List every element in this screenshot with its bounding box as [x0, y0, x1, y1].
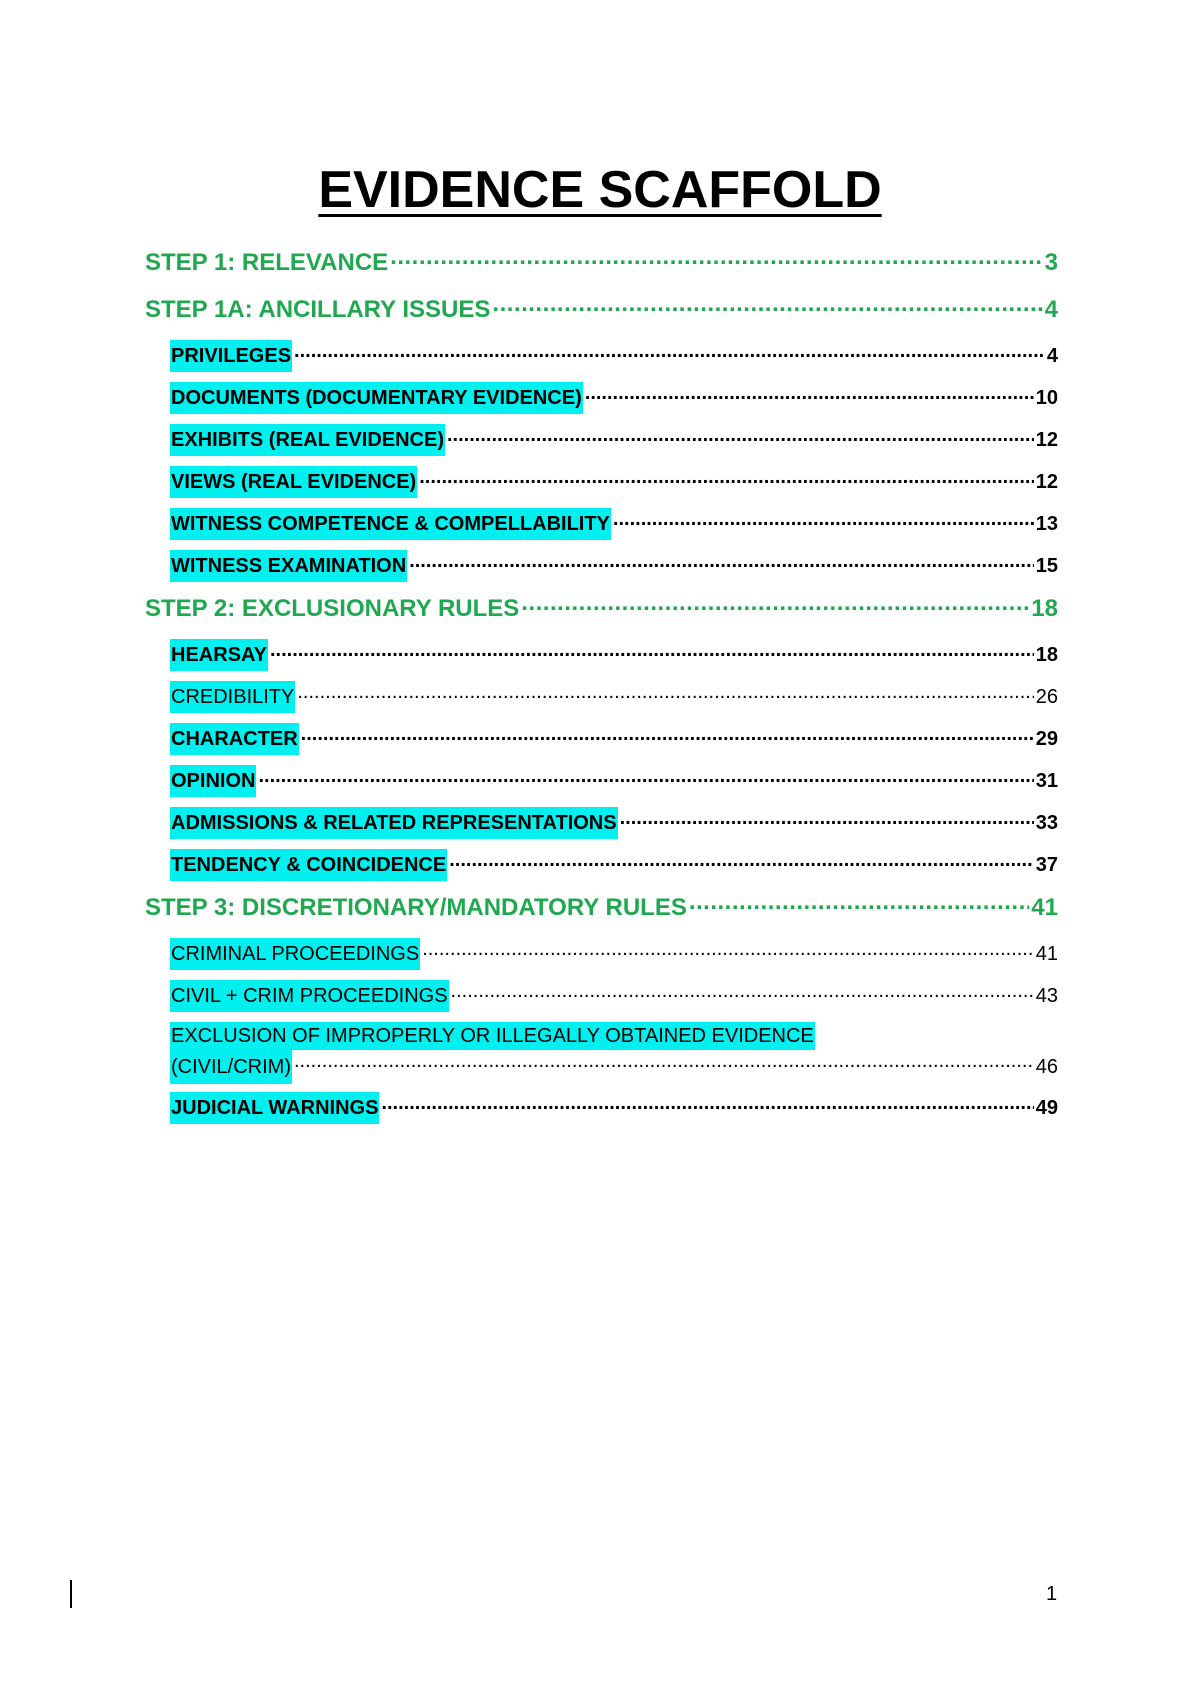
- toc-leader: [447, 426, 1034, 446]
- toc-leader: [258, 767, 1033, 787]
- toc-page-number: 46: [1035, 1056, 1058, 1078]
- document-title-text: EVIDENCE SCAFFOLD: [318, 161, 882, 219]
- toc-page-number: 26: [1035, 686, 1058, 708]
- toc-item-label-line1: EXCLUSION OF IMPROPERLY OR ILLEGALLY OBTAINED EVIDENCE: [170, 1022, 815, 1050]
- toc-page-number: 41: [1031, 894, 1058, 921]
- toc-leader: [422, 940, 1034, 960]
- toc-page-number: 4: [1046, 345, 1058, 367]
- toc-item-civil-crim-proceedings[interactable]: [145, 980, 1058, 1022]
- toc-item-exhibits[interactable]: [145, 424, 1058, 466]
- toc-item-documents[interactable]: [145, 382, 1058, 424]
- table-of-contents: [145, 246, 1058, 1134]
- toc-heading-label: STEP 1A: ANCILLARY ISSUES: [145, 296, 491, 323]
- toc-page-number: 33: [1035, 812, 1058, 834]
- footer-page-number: 1: [1046, 1583, 1058, 1605]
- toc-leader: [689, 891, 1029, 915]
- toc-heading-step1a[interactable]: [145, 293, 1058, 340]
- toc-leader: [270, 641, 1034, 661]
- toc-item-label: WITNESS COMPETENCE & COMPELLABILITY: [170, 508, 611, 540]
- toc-leader: [451, 982, 1034, 1002]
- toc-page-number: 41: [1035, 943, 1058, 965]
- toc-heading-label: STEP 2: EXCLUSIONARY RULES: [145, 595, 520, 622]
- toc-page-number: 43: [1035, 985, 1058, 1007]
- toc-item-views[interactable]: [145, 466, 1058, 508]
- toc-page-number: 12: [1035, 471, 1058, 493]
- toc-leader: [297, 683, 1033, 703]
- toc-item-privileges[interactable]: [145, 340, 1058, 382]
- toc-item-opinion[interactable]: [145, 765, 1058, 807]
- toc-page-number: 31: [1035, 770, 1058, 792]
- toc-page-number: 10: [1035, 387, 1058, 409]
- toc-heading-step2[interactable]: [145, 592, 1058, 639]
- toc-page-number: 29: [1035, 728, 1058, 750]
- toc-item-witness-examination[interactable]: [145, 550, 1058, 592]
- toc-heading-step3[interactable]: [145, 891, 1058, 938]
- toc-item-hearsay[interactable]: [145, 639, 1058, 681]
- toc-item-label: CIVIL + CRIM PROCEEDINGS: [170, 980, 449, 1012]
- toc-item-label-line2: (CIVIL/CRIM): [170, 1050, 292, 1084]
- toc-item-criminal-proceedings[interactable]: [145, 938, 1058, 980]
- toc-leader: [409, 552, 1034, 572]
- toc-item-exclusion-improperly-obtained[interactable]: [145, 1022, 1058, 1092]
- toc-item-label: HEARSAY: [170, 639, 268, 671]
- toc-page-number: 37: [1035, 854, 1058, 876]
- toc-leader: [585, 384, 1034, 404]
- toc-page-number: 18: [1031, 595, 1058, 622]
- toc-heading-step1[interactable]: [145, 246, 1058, 293]
- toc-leader: [492, 293, 1042, 317]
- toc-page-number: 12: [1035, 429, 1058, 451]
- toc-item-label: WITNESS EXAMINATION: [170, 550, 407, 582]
- toc-leader: [419, 468, 1034, 488]
- toc-page-number: 15: [1035, 555, 1058, 577]
- toc-leader: [381, 1094, 1033, 1114]
- toc-leader: [613, 510, 1034, 530]
- toc-leader: [449, 851, 1034, 871]
- toc-heading-label: STEP 1: RELEVANCE: [145, 249, 389, 276]
- toc-item-label: VIEWS (REAL EVIDENCE): [170, 466, 417, 498]
- toc-item-judicial-warnings[interactable]: [145, 1092, 1058, 1134]
- toc-item-label: ADMISSIONS & RELATED REPRESENTATIONS: [170, 807, 618, 839]
- toc-item-label: JUDICIAL WARNINGS: [170, 1092, 379, 1124]
- toc-page-number: 13: [1035, 513, 1058, 535]
- toc-page-number: 4: [1044, 296, 1058, 323]
- toc-item-label: CREDIBILITY: [170, 681, 295, 713]
- toc-item-label: TENDENCY & COINCIDENCE: [170, 849, 447, 881]
- toc-item-label: PRIVILEGES: [170, 340, 292, 372]
- toc-item-credibility[interactable]: [145, 681, 1058, 723]
- text-cursor-bar: [70, 1580, 72, 1608]
- toc-item-character[interactable]: [145, 723, 1058, 765]
- toc-page-number: 49: [1035, 1097, 1058, 1119]
- toc-page-number: 3: [1044, 249, 1058, 276]
- toc-page-number: 18: [1035, 644, 1058, 666]
- toc-heading-label: STEP 3: DISCRETIONARY/MANDATORY RULES: [145, 894, 687, 921]
- toc-leader: [620, 809, 1034, 829]
- toc-item-admissions[interactable]: [145, 807, 1058, 849]
- toc-leader: [301, 725, 1034, 745]
- toc-item-label: CHARACTER: [170, 723, 299, 755]
- toc-item-witness-competence[interactable]: [145, 508, 1058, 550]
- toc-item-label: EXHIBITS (REAL EVIDENCE): [170, 424, 445, 456]
- toc-leader: [294, 1053, 1034, 1073]
- toc-item-tendency-coincidence[interactable]: [145, 849, 1058, 891]
- toc-item-label: CRIMINAL PROCEEDINGS: [170, 938, 420, 970]
- toc-leader: [390, 246, 1042, 270]
- toc-item-label: DOCUMENTS (DOCUMENTARY EVIDENCE): [170, 382, 583, 414]
- document-title: [0, 160, 1200, 220]
- toc-leader: [294, 342, 1045, 362]
- toc-leader: [521, 592, 1029, 616]
- toc-item-label: OPINION: [170, 765, 256, 797]
